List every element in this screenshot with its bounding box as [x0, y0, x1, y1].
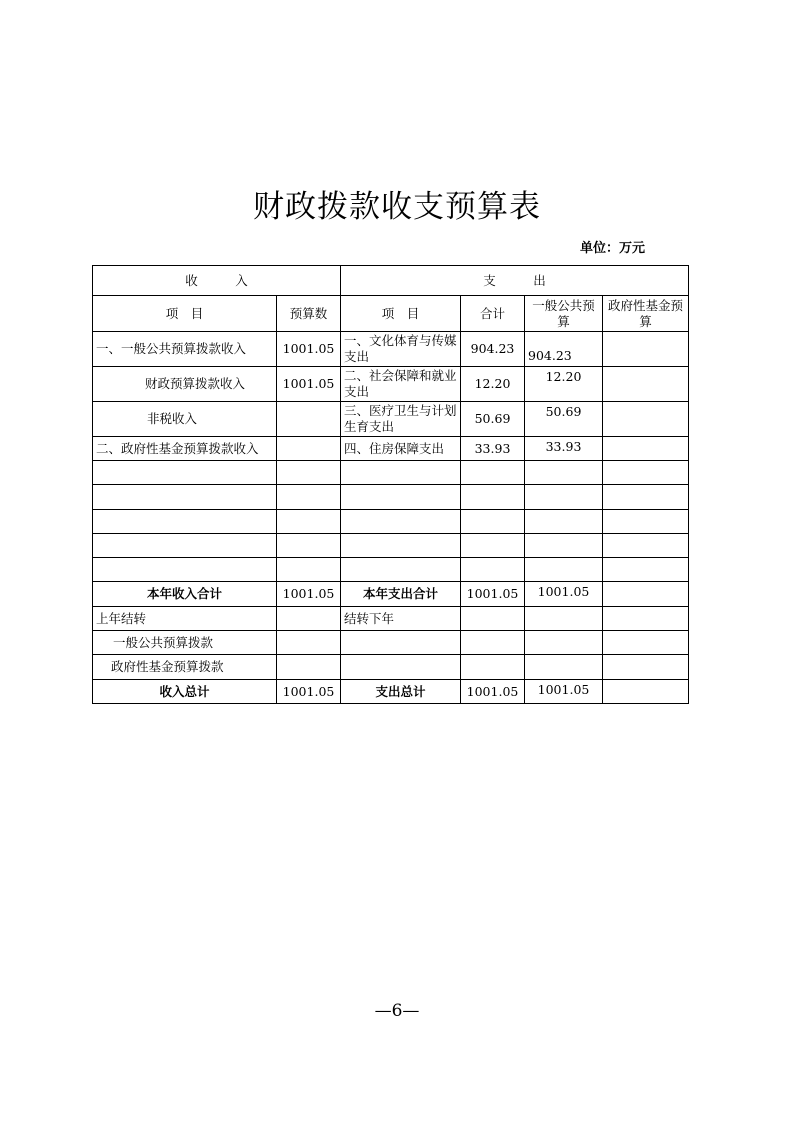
expense-grand-total: 1001.05: [461, 680, 525, 704]
expense-general: 12.20: [525, 367, 603, 402]
expense-fund: [603, 437, 689, 461]
gov-fund-header: 政府性基金预算: [603, 296, 689, 332]
income-amount: 1001.05: [277, 332, 341, 367]
carry-income-item: 上年结转: [93, 607, 277, 631]
empty-row: [93, 534, 689, 558]
income-subtotal-label: 本年收入合计: [93, 582, 277, 607]
empty-row: [93, 510, 689, 534]
income-item-header: 项 目: [93, 296, 277, 332]
table-row: [93, 631, 689, 655]
empty-row: [93, 461, 689, 485]
subtotal-row: [93, 582, 689, 607]
income-subtotal-amount: 1001.05: [277, 582, 341, 607]
header-row-columns: [93, 296, 689, 332]
page-number: —6—: [374, 1001, 420, 1021]
expense-fund: [603, 367, 689, 402]
carry-expense-item: [341, 631, 461, 655]
empty-row: [93, 485, 689, 510]
expense-item: 四、住房保障支出: [341, 437, 461, 461]
expense-grand-general: 1001.05: [525, 680, 603, 704]
expense-subtotal-label: 本年支出合计: [341, 582, 461, 607]
income-item: 二、政府性基金预算拨款收入: [93, 437, 277, 461]
income-item: 非税收入: [93, 402, 277, 437]
table-row: [93, 402, 689, 437]
general-public-header: 一般公共预算: [525, 296, 603, 332]
expense-grand-label: 支出总计: [341, 680, 461, 704]
page-title: 财政拨款收支预算表: [253, 189, 541, 225]
income-item: 财政预算拨款收入: [93, 367, 277, 402]
carry-expense-item: 结转下年: [341, 607, 461, 631]
table-row: [93, 437, 689, 461]
carry-income-item: 政府性基金预算拨款: [93, 655, 277, 680]
grand-total-row: [93, 680, 689, 704]
expense-total-header: 合计: [461, 296, 525, 332]
carry-income-item: 一般公共预算拨款: [93, 631, 277, 655]
income-header: 收 入: [93, 266, 341, 296]
expense-general: 904.23: [525, 332, 603, 367]
expense-subtotal-total: 1001.05: [461, 582, 525, 607]
budget-table: [92, 265, 689, 704]
expense-grand-fund: [603, 680, 689, 704]
expense-total: 33.93: [461, 437, 525, 461]
table-row: [93, 655, 689, 680]
carry-expense-item: [341, 655, 461, 680]
expense-item: 一、文化体育与传媒支出: [341, 332, 461, 367]
expense-total: 904.23: [461, 332, 525, 367]
expense-general: 33.93: [525, 437, 603, 461]
expense-subtotal-general: 1001.05: [525, 582, 603, 607]
expense-item: 三、医疗卫生与计划生育支出: [341, 402, 461, 437]
income-item: 一、一般公共预算拨款收入: [93, 332, 277, 367]
expense-fund: [603, 402, 689, 437]
income-grand-label: 收入总计: [93, 680, 277, 704]
table-row: [93, 367, 689, 402]
table-row: [93, 607, 689, 631]
income-grand-amount: 1001.05: [277, 680, 341, 704]
expense-item-header: 项 目: [341, 296, 461, 332]
expense-fund: [603, 332, 689, 367]
income-amount: [277, 402, 341, 437]
expense-total: 50.69: [461, 402, 525, 437]
unit-label: 单位：万元: [580, 241, 646, 256]
expense-total: 12.20: [461, 367, 525, 402]
expense-subtotal-fund: [603, 582, 689, 607]
table-row: [93, 332, 689, 367]
expense-item: 二、社会保障和就业支出: [341, 367, 461, 402]
expense-header: 支 出: [341, 266, 689, 296]
income-amount: 1001.05: [277, 367, 341, 402]
income-amount: [277, 437, 341, 461]
header-row-group: [93, 266, 689, 296]
empty-row: [93, 558, 689, 582]
budget-amount-header: 预算数: [277, 296, 341, 332]
expense-general: 50.69: [525, 402, 603, 437]
